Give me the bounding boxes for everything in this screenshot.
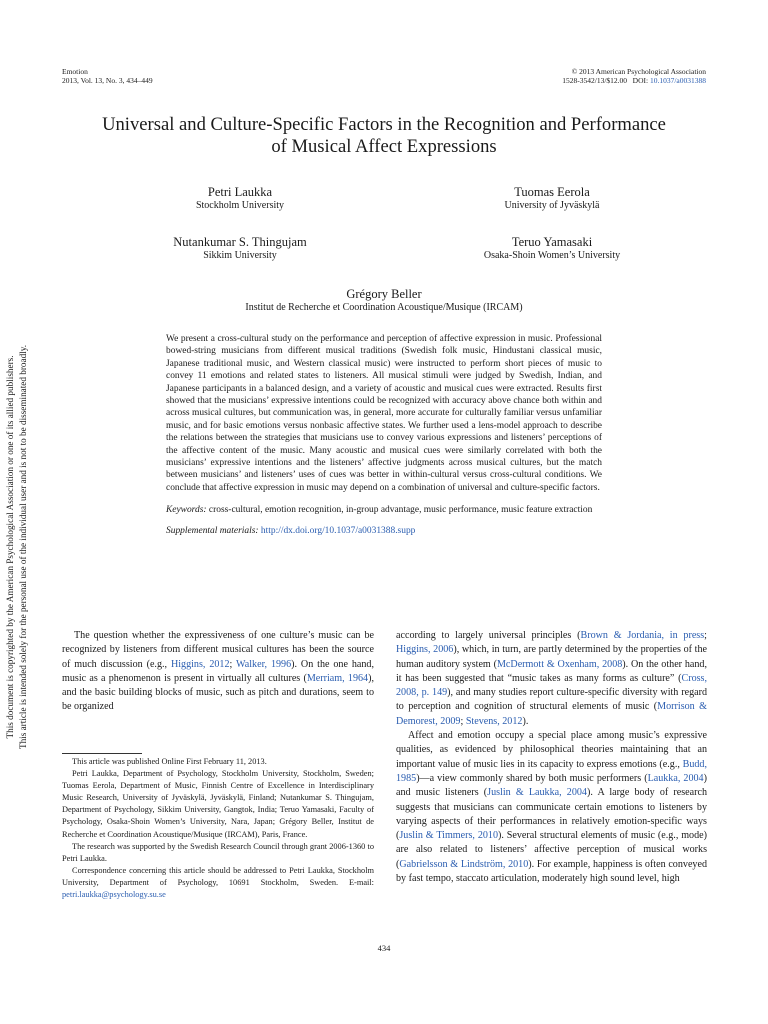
text-run: ). A large body of research suggests that musicians can communicate certain emotions to listeners by varying aspects of their performances in relatively emotion-specific ways ( bbox=[396, 787, 707, 842]
abstract bbox=[166, 333, 602, 537]
author-name: Nutankumar S. Thingujam bbox=[173, 235, 307, 249]
footnote-correspondence: Correspondence concerning this article should be addressed to Petri Laukka, Stockholm University, Department of Psychology, 10691 Stockholm, Sweden. E-mail: petri.laukka@psychology.su.se bbox=[62, 865, 374, 900]
doi-link[interactable]: 10.1037/a0031388 bbox=[649, 75, 706, 85]
author-affiliation: Sikkim University bbox=[203, 250, 277, 261]
author-block bbox=[134, 287, 634, 314]
text-run: ), and the basic building blocks of music, such as pitch and durations, seem to be organized bbox=[62, 672, 374, 713]
text-run: ). For example, happiness is often conveyed by fast tempo, staccato articulation, moderately high sound level, high bbox=[396, 858, 707, 885]
footnote-funding: The research was supported by the Swedish Research Council through grant 2006-1360 to Petri Laukka. bbox=[62, 841, 374, 863]
copyright-line: © 2013 American Psychological Association bbox=[571, 67, 706, 76]
citation-link[interactable]: Higgins, 2012 bbox=[170, 658, 230, 670]
author-affiliation: Institut de Recherche et Coordination Acoustique/Musique (IRCAM) bbox=[245, 302, 523, 313]
journal-info bbox=[62, 68, 153, 85]
citation-link[interactable]: McDermott & Oxenham, 2008 bbox=[496, 658, 623, 670]
footnotes bbox=[62, 756, 374, 901]
author-block bbox=[110, 235, 370, 262]
supplemental-materials bbox=[166, 525, 602, 537]
title-line-1: Universal and Culture-Specific Factors in the Recognition and Performance bbox=[102, 114, 666, 135]
volume-line: 2013, Vol. 13, No. 3, 434–449 bbox=[62, 75, 153, 85]
text-run: ). On the other hand, it has been suggested that “music takes as many forms as culture” ( bbox=[396, 658, 707, 684]
side-notice-line-2: This article is intended solely for the personal use of the individual user and is not to be disseminated broadly. bbox=[17, 344, 28, 750]
text-run: )—a view commonly shared by both music performers ( bbox=[416, 772, 648, 784]
footnote-affiliations: Petri Laukka, Department of Psychology, Stockholm University, Stockholm, Sweden; Tuomas Eerola, Department of Music, Finnish Centre of Excellence in Interdisciplinary Music Research, University of Jyväskylä, Jyväskylä, Finland; Nutankumar S. Thingujam, Department of Psychology, Sikkim University, Gangtok, India; Teruo Yamasaki, Faculty of Psychology, Osaka-Shoin Women’s University, Nara, Japan; Grégory Beller, Institut de Recherche et Coordination Acoustique/Musique (IRCAM), Paris, France. bbox=[62, 769, 374, 839]
body-paragraph bbox=[62, 629, 374, 715]
citation-link[interactable]: Brown & Jordania, in press bbox=[580, 630, 705, 641]
author-block bbox=[422, 235, 682, 262]
text-run: The question whether the expressiveness of one culture’s music can be recognized by listeners from different musical cultures has been the source of much discussion (e.g., bbox=[62, 630, 374, 670]
issn-doi-line: 1528-3542/13/$12.00 DOI: 10.1037/a0031388 bbox=[562, 75, 706, 85]
body-paragraph bbox=[396, 729, 707, 886]
citation-link[interactable]: Laukka, 2004 bbox=[647, 772, 704, 784]
article-title bbox=[50, 114, 718, 158]
body-column-right bbox=[396, 629, 707, 886]
citation-link[interactable]: Stevens, 2012 bbox=[465, 715, 523, 727]
text-run: ). On the one hand, music as a phenomenon is present in virtually all cultures ( bbox=[62, 658, 374, 684]
keywords-label: Keywords: bbox=[166, 505, 207, 516]
abstract-text: We present a cross-cultural study on the performance and perception of affective expression in music. Professional bowed-string musicians from different musical traditions (Swedish folk music, Hindustani classical music, Japanese traditional music, and Western classical music) were instructed to perform short pieces of music to convey 11 emotions and related states to listeners. All musical stimuli were judged by Swedish, Indian, and Japanese participants in a balanced design, and a variety of acoustic and musical cues were extracted. Results first showed that the musicians’ expressive intentions could be recognized with accuracy above chance both within and across musical cultures, but communication was, in general, more accurate for culturally familiar versus unfamiliar music, and for basic emotions versus nonbasic affective states. We further used a lens-model approach to describe the relations between the strategies that musicians use to convey various expressions and listeners’ perceptions of the affective content of the music. Many acoustic and musical cues were similarly correlated with both the musicians’ expressive intentions and the listeners’ affective judgments across musical cultures, but the match between musicians’ and listeners’ uses of cues was better in within-cultural versus cross-cultural conditions. We conclude that affective expression in music may depend on a combination of universal and culture-specific factors. bbox=[166, 334, 602, 493]
text-run: Affect and emotion occupy a special place among music’s expressive qualities, as evidenced by philosophical theories maintaining that an important value of music lies in its capacity to express emotions (e.g., bbox=[396, 730, 707, 770]
citation-link[interactable]: Cross, 2008, p. 149 bbox=[396, 672, 707, 699]
body-column-left bbox=[62, 629, 374, 715]
body-paragraph bbox=[396, 629, 707, 729]
author-name: Tuomas Eerola bbox=[514, 185, 590, 199]
text-run: ), and many studies report culture-specific diversity with regard to perception and cognition of structural elements of music ( bbox=[396, 687, 707, 713]
citation-link[interactable]: Juslin & Timmers, 2010 bbox=[399, 830, 499, 842]
citation-link[interactable]: Walker, 1996 bbox=[236, 658, 292, 670]
supplemental-link[interactable]: http://dx.doi.org/10.1037/a0031388.supp bbox=[260, 525, 416, 536]
citation-link[interactable]: Higgins, 2006 bbox=[396, 644, 454, 656]
page-number: 434 bbox=[377, 943, 391, 953]
author-affiliation: University of Jyväskylä bbox=[504, 200, 600, 211]
text-run: ). bbox=[522, 715, 529, 727]
footnote-divider bbox=[62, 753, 142, 754]
author-name: Teruo Yamasaki bbox=[511, 235, 593, 249]
text-run: ; bbox=[460, 715, 466, 727]
supplemental-label: Supplemental materials: bbox=[166, 525, 259, 536]
text-run: ; bbox=[704, 630, 707, 641]
keywords bbox=[166, 504, 602, 516]
text-run: ) and music listeners ( bbox=[396, 772, 707, 799]
author-name: Petri Laukka bbox=[207, 185, 273, 199]
author-block bbox=[422, 185, 682, 212]
copyright-side-notice bbox=[4, 286, 34, 808]
footnote-published: This article was published Online First February 11, 2013. bbox=[72, 757, 267, 766]
citation-link[interactable]: Budd, 1985 bbox=[396, 758, 707, 784]
author-block bbox=[110, 185, 370, 212]
text-run: according to largely universal principles ( bbox=[396, 630, 581, 641]
email-link[interactable]: petri.laukka@psychology.su.se bbox=[62, 890, 166, 900]
citation-link[interactable]: Gabrielsson & Lindström, 2010 bbox=[399, 858, 529, 870]
citation-link[interactable]: Morrison & Demorest, 2009 bbox=[396, 701, 707, 727]
text-run: ), which, in turn, are partly determined by the properties of the human auditory system ( bbox=[396, 644, 708, 670]
keywords-text: cross-cultural, emotion recognition, in-group advantage, music performance, music feature extraction bbox=[206, 505, 593, 516]
text-run: ; bbox=[229, 658, 237, 670]
citation-link[interactable]: Merriam, 1964 bbox=[306, 672, 369, 684]
journal-name: Emotion bbox=[62, 67, 88, 76]
citation-link[interactable]: Juslin & Laukka, 2004 bbox=[487, 787, 587, 799]
text-run: ). Several structural elements of music (e.g., mode) are also related to listeners’ affective perception of musical works ( bbox=[396, 830, 707, 870]
author-affiliation: Osaka-Shoin Women’s University bbox=[483, 250, 621, 261]
title-line-2: of Musical Affect Expressions bbox=[271, 136, 497, 157]
author-affiliation: Stockholm University bbox=[195, 200, 285, 211]
side-notice-line-1: This document is copyrighted by the American Psychological Association or one of its allied publishers. bbox=[5, 355, 15, 739]
author-name: Grégory Beller bbox=[346, 287, 422, 301]
copyright-info bbox=[562, 68, 706, 85]
